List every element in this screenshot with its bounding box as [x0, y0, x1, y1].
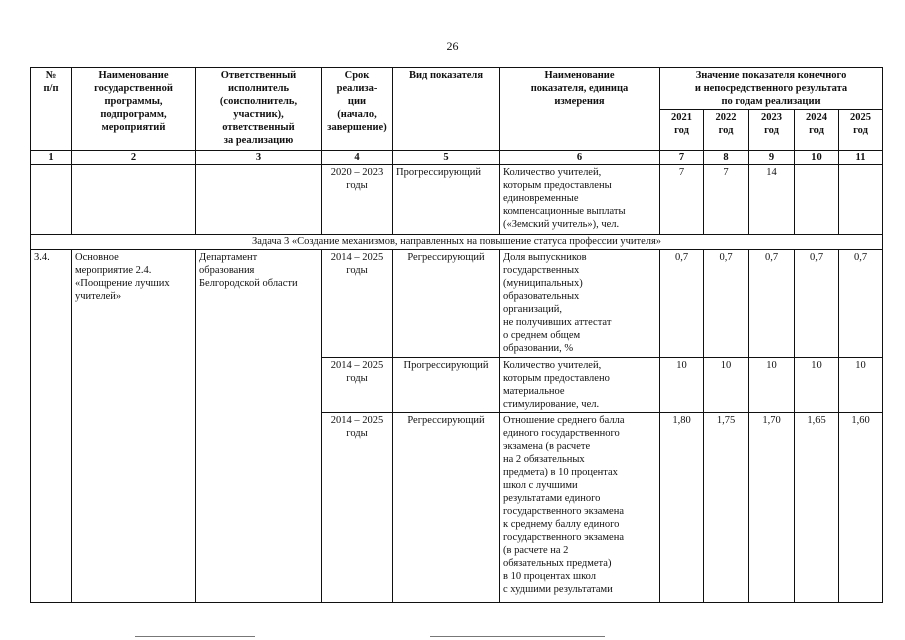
header-number-line-1: № [45, 70, 57, 81]
term-line: 2014 – 2025 [330, 252, 384, 263]
value-2021: 1,80 [660, 413, 704, 603]
indicator-line: образовании, % [503, 343, 574, 354]
value-2022: 0,7 [704, 250, 749, 358]
value-2023: 10 [749, 358, 795, 413]
value-2024: 10 [795, 358, 839, 413]
header-term-line: (начало, [337, 109, 377, 120]
indicator-line: о среднем общем [503, 330, 581, 341]
term-line: годы [346, 265, 368, 276]
indicator-line: экзамена (в расчете [503, 441, 591, 452]
cell-indicator-type: Регрессирующий [393, 250, 500, 358]
column-numbers-row [31, 151, 883, 165]
indicator-line: не получивших аттестат [503, 317, 612, 328]
cell-number: 3.4. [31, 250, 72, 603]
cell-indicator-name [500, 413, 660, 603]
value-2023: 14 [749, 165, 795, 235]
value-2021: 0,7 [660, 250, 704, 358]
column-number: 1 [31, 151, 72, 165]
indicator-line: Доля выпускников [503, 252, 587, 263]
header-year-2021 [660, 110, 704, 151]
cell-term [322, 165, 393, 235]
header-indicator-name [500, 68, 660, 151]
header-executor [196, 68, 322, 151]
indicator-line: компенсационные выплаты [503, 206, 626, 217]
header-executor-line: ответственный [222, 122, 295, 133]
header-values-line: Значение показателя конечного [695, 70, 847, 81]
value-2025: 0,7 [839, 250, 883, 358]
indicator-table [30, 67, 883, 603]
cell-program-name [72, 165, 196, 235]
indicator-line: Количество учителей, [503, 167, 602, 178]
indicator-line: государственных [503, 265, 580, 276]
value-2022: 7 [704, 165, 749, 235]
cell-indicator-type: Прогрессирующий [393, 358, 500, 413]
indicator-line: образовательных [503, 291, 580, 302]
scan-edge-mark [430, 636, 605, 637]
column-number: 2 [72, 151, 196, 165]
cell-indicator-name [500, 165, 660, 235]
indicator-line: Количество учителей, [503, 360, 602, 371]
task-title: Задача 3 «Создание механизмов, направленных на повышение статуса профессии учителя» [31, 235, 883, 250]
term-line: годы [346, 428, 368, 439]
header-program-name [72, 68, 196, 151]
term-line: годы [346, 373, 368, 384]
value-2022: 10 [704, 358, 749, 413]
indicator-line: результатами единого [503, 493, 601, 504]
value-2024 [795, 165, 839, 235]
header-term-line: Срок [344, 70, 370, 81]
year-unit: год [718, 125, 734, 136]
year-label: 2021 [671, 112, 692, 123]
cell-executor [196, 165, 322, 235]
cell-indicator-name [500, 358, 660, 413]
year-unit: год [674, 125, 689, 136]
cell-indicator-type: Прогрессирующий [393, 165, 500, 235]
header-values-line: по годам реализации [721, 96, 821, 107]
header-number-line-2: п/п [43, 83, 59, 94]
header-row-1 [31, 68, 883, 110]
header-year-2024 [795, 110, 839, 151]
value-2021: 7 [660, 165, 704, 235]
header-term [322, 68, 393, 151]
year-label: 2023 [761, 112, 782, 123]
indicator-line: на 2 обязательных [503, 454, 585, 465]
indicator-line: в 10 процентах школ [503, 571, 596, 582]
column-number: 8 [704, 151, 749, 165]
header-executor-line: за реализацию [223, 135, 294, 146]
indicator-line: (муниципальных) [503, 278, 583, 289]
column-number: 11 [839, 151, 883, 165]
indicator-line: которым предоставлены [503, 180, 612, 191]
column-number: 9 [749, 151, 795, 165]
year-label: 2024 [806, 112, 827, 123]
year-unit: год [853, 125, 868, 136]
header-values-line: и непосредственного результата [694, 83, 848, 94]
indicator-line: материальное [503, 386, 565, 397]
header-indicator-type [393, 68, 500, 151]
value-2023: 1,70 [749, 413, 795, 603]
value-2021: 10 [660, 358, 704, 413]
task-row [31, 235, 883, 250]
program-name-line: «Поощрение лучших [75, 278, 170, 289]
executor-line: образования [199, 265, 255, 276]
header-year-2025 [839, 110, 883, 151]
program-name-line: учителей» [75, 291, 122, 302]
cell-term [322, 250, 393, 358]
table-row [31, 165, 883, 235]
column-number: 5 [393, 151, 500, 165]
indicator-line: которым предоставлено [503, 373, 610, 384]
cell-indicator-name [500, 250, 660, 358]
year-label: 2022 [715, 112, 737, 123]
header-executor-line: исполнитель [227, 83, 290, 94]
value-2023: 0,7 [749, 250, 795, 358]
column-number: 7 [660, 151, 704, 165]
header-year-2023 [749, 110, 795, 151]
indicator-line: школ с лучшими [503, 480, 578, 491]
term-line: 2020 – 2023 [330, 167, 384, 178]
header-program-line: подпрограмм, [100, 109, 167, 120]
executor-line: Белгородской области [199, 278, 298, 289]
indicator-line: стимулирование, чел. [503, 399, 600, 410]
header-term-line: ции [347, 96, 367, 107]
indicator-line: к среднему баллу единого [503, 519, 620, 530]
cell-number [31, 165, 72, 235]
header-year-2022 [704, 110, 749, 151]
column-number: 3 [196, 151, 322, 165]
header-indicator-type-line: Вид показателя [408, 70, 484, 81]
header-program-line: программы, [104, 96, 163, 107]
program-name-line: мероприятие 2.4. [75, 265, 152, 276]
cell-indicator-type: Регрессирующий [393, 413, 500, 603]
header-program-line: государственной [94, 83, 173, 94]
executor-line: Департамент [199, 252, 258, 263]
value-2022: 1,75 [704, 413, 749, 603]
term-line: 2014 – 2025 [330, 360, 384, 371]
header-term-line: реализа- [336, 83, 378, 94]
cell-term [322, 358, 393, 413]
column-number: 10 [795, 151, 839, 165]
table-row [31, 250, 883, 358]
year-label: 2025 [850, 112, 871, 123]
indicator-line: организаций, [503, 304, 562, 315]
scan-edge-marks [0, 636, 905, 640]
value-2024: 1,65 [795, 413, 839, 603]
indicator-line: с худшими результатами [503, 584, 613, 595]
scan-edge-mark [135, 636, 255, 637]
header-executor-line: (соисполнитель, [219, 96, 298, 107]
header-executor-line: Ответственный [220, 70, 297, 81]
header-indicator-name-line: Наименование [544, 70, 615, 81]
value-2025 [839, 165, 883, 235]
header-program-line: мероприятий [101, 122, 166, 133]
page-number: 26 [446, 39, 459, 53]
cell-term [322, 413, 393, 603]
value-2025: 10 [839, 358, 883, 413]
term-line: годы [346, 180, 368, 191]
header-indicator-name-line: показателя, единица [530, 83, 629, 94]
program-name-line: Основное [75, 252, 119, 263]
indicator-line: (в расчете на 2 [503, 545, 569, 556]
cell-executor [196, 250, 322, 603]
header-indicator-name-line: измерения [554, 96, 605, 107]
header-number [31, 68, 72, 151]
indicator-line: единовременные [503, 193, 579, 204]
year-unit: год [764, 125, 779, 136]
indicator-line: Отношение среднего балла [503, 415, 625, 426]
column-number: 4 [322, 151, 393, 165]
header-program-line: Наименование [98, 70, 169, 81]
column-number: 6 [500, 151, 660, 165]
header-executor-line: участник), [233, 109, 284, 120]
indicator-line: государственного экзамена [503, 506, 624, 517]
indicator-line: («Земский учитель»), чел. [503, 219, 620, 230]
year-unit: год [809, 125, 824, 136]
indicator-line: предмета) в 10 процентах [503, 467, 618, 478]
term-line: 2014 – 2025 [330, 415, 384, 426]
indicator-line: государственного экзамена [503, 532, 624, 543]
value-2024: 0,7 [795, 250, 839, 358]
indicator-line: обязательных предмета) [503, 558, 612, 569]
header-values-group [660, 68, 883, 110]
cell-program-name [72, 250, 196, 603]
value-2025: 1,60 [839, 413, 883, 603]
header-term-line: завершение) [327, 122, 387, 133]
indicator-line: единого государственного [503, 428, 620, 439]
